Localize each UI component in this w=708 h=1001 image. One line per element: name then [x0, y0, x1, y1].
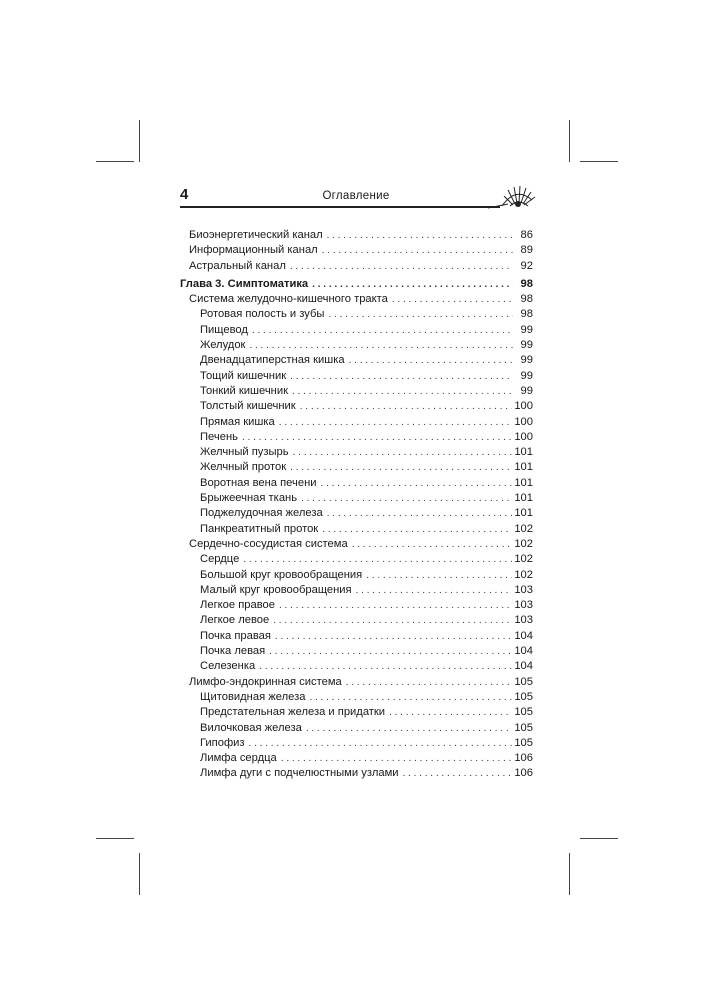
running-header — [180, 186, 532, 206]
toc-entry — [180, 307, 533, 322]
toc-entry — [180, 415, 533, 430]
toc-entry-title: Поджелудочная железа — [200, 507, 323, 520]
toc-entry-page: 102 — [514, 537, 533, 550]
toc-entry-page: 99 — [520, 384, 533, 397]
toc-entry — [180, 445, 533, 460]
toc-entry-title: Толстый кишечник — [200, 400, 296, 413]
dot-leader — [259, 659, 512, 674]
toc-entry — [180, 292, 533, 307]
dot-leader — [290, 369, 513, 384]
dot-leader — [366, 568, 512, 583]
toc-entry-title: Предстательная железа и придатки — [200, 706, 386, 719]
toc-entry — [180, 353, 533, 368]
toc-entry — [180, 323, 533, 338]
toc-entry-page: 101 — [514, 492, 533, 505]
toc-entry-title: Прямая кишка — [200, 415, 275, 428]
dot-leader — [269, 644, 512, 659]
toc-entry — [180, 690, 533, 705]
crop-mark-bottom-right-vertical — [569, 853, 570, 895]
dot-leader — [243, 552, 512, 567]
toc-entry — [180, 476, 533, 491]
crop-mark-bottom-left-horizontal — [96, 838, 134, 839]
dot-leader — [327, 506, 513, 521]
toc-entry-page: 92 — [520, 259, 533, 272]
toc-entry-title: Панкреатитный проток — [200, 522, 319, 535]
dot-leader — [292, 384, 513, 399]
toc-entry-title: Двенадцатиперстная кишка — [200, 354, 345, 367]
toc-entry-title: Воротная вена печени — [200, 476, 317, 489]
toc-entry-title: Малый круг кровообращения — [200, 583, 352, 596]
crop-mark-top-left-vertical — [139, 120, 140, 162]
dot-leader — [322, 243, 513, 258]
toc-entry — [180, 338, 533, 353]
dot-leader — [249, 338, 513, 353]
toc-entry-title: Желудок — [200, 339, 246, 352]
dot-leader — [389, 705, 512, 720]
toc-entry-page: 100 — [514, 400, 533, 413]
toc-entry-title: Легкое правое — [200, 599, 275, 612]
toc-entry-title: Желчный пузырь — [200, 446, 289, 459]
dot-leader — [356, 583, 513, 598]
toc-entry-title: Тонкий кишечник — [200, 384, 288, 397]
toc-entry-page: 98 — [520, 277, 533, 290]
toc-entry-page: 105 — [514, 706, 533, 719]
toc-entry — [180, 552, 533, 567]
table-of-contents — [180, 228, 533, 782]
toc-entry — [180, 460, 533, 475]
dot-leader — [281, 751, 513, 766]
toc-entry-title: Биоэнергетический канал — [189, 229, 323, 241]
dot-leader — [275, 629, 512, 644]
toc-entry-title: Пищевод — [200, 323, 248, 336]
toc-entry-page: 106 — [514, 752, 533, 765]
toc-entry-page: 100 — [514, 415, 533, 428]
toc-entry — [180, 675, 533, 690]
toc-entry-page: 101 — [514, 461, 533, 474]
toc-entry-title: Лимфо-эндокринная система — [189, 675, 342, 688]
toc-entry — [180, 583, 533, 598]
toc-entry — [180, 259, 533, 274]
dot-leader — [252, 323, 513, 338]
toc-entry-page: 105 — [514, 721, 533, 734]
flower-ornament-icon — [488, 182, 542, 214]
toc-entry-page: 102 — [514, 568, 533, 581]
toc-entry — [180, 384, 533, 399]
crop-mark-top-right-vertical — [569, 120, 570, 162]
toc-entry-title: Система желудочно-кишечного тракта — [189, 293, 388, 306]
dot-leader — [301, 491, 512, 506]
toc-entry-page: 102 — [514, 522, 533, 535]
toc-entry-page: 105 — [514, 675, 533, 688]
toc-entry — [180, 228, 533, 243]
dot-leader — [346, 675, 513, 690]
toc-entry-page: 104 — [514, 629, 533, 642]
page-number: 4 — [180, 186, 189, 203]
toc-entry-title: Селезенка — [200, 660, 256, 673]
toc-entry-page: 89 — [520, 244, 533, 257]
toc-entry-page: 99 — [520, 354, 533, 367]
crop-mark-top-right-horizontal — [580, 161, 618, 162]
toc-entry-title: Гипофиз — [200, 736, 245, 749]
dot-leader — [306, 721, 513, 736]
toc-entry — [180, 491, 533, 506]
toc-entry-page: 106 — [514, 767, 533, 780]
dot-leader — [349, 353, 513, 368]
toc-entry-title: Брыжеечная ткань — [200, 492, 298, 505]
toc-entry-page: 99 — [520, 339, 533, 352]
toc-entry — [180, 522, 533, 537]
toc-entry-page: 101 — [514, 476, 533, 489]
toc-entry-title: Лимфа сердца — [200, 752, 277, 765]
toc-entry-page: 99 — [520, 369, 533, 382]
dot-leader — [312, 277, 513, 292]
crop-mark-bottom-left-vertical — [139, 853, 140, 895]
toc-entry-page: 104 — [514, 645, 533, 658]
toc-entry-page: 103 — [514, 599, 533, 612]
toc-entry-title: Щитовидная железа — [200, 690, 306, 703]
toc-entry-page: 98 — [520, 293, 533, 306]
toc-entry-title: Почка правая — [200, 629, 271, 642]
toc-entry-title: Астральный канал — [189, 259, 286, 272]
toc-entry-page: 105 — [514, 690, 533, 703]
toc-entry — [180, 766, 533, 781]
dot-leader — [321, 476, 513, 491]
toc-entry-page: 86 — [520, 229, 533, 241]
toc-entry — [180, 613, 533, 628]
toc-entry-page: 101 — [514, 446, 533, 459]
toc-entry-title: Лимфа дуги с подчелюстными узлами — [200, 767, 399, 780]
toc-entry-title: Глава 3. Симптоматика — [180, 277, 309, 290]
toc-entry-page: 105 — [514, 736, 533, 749]
dot-leader — [279, 598, 512, 613]
toc-entry-title: Легкое левое — [200, 614, 270, 627]
toc-entry-title: Печень — [200, 430, 238, 443]
toc-entry-page: 99 — [520, 323, 533, 336]
dot-leader — [300, 399, 513, 414]
dot-leader — [392, 292, 513, 307]
toc-entry — [180, 598, 533, 613]
dot-leader — [293, 445, 513, 460]
toc-chapter-entry — [180, 277, 533, 292]
toc-entry — [180, 430, 533, 445]
dot-leader — [279, 415, 513, 430]
toc-entry — [180, 736, 533, 751]
dot-leader — [249, 736, 513, 751]
toc-entry-title: Почка левая — [200, 645, 266, 658]
toc-entry-title: Тощий кишечник — [200, 369, 287, 382]
toc-entry — [180, 721, 533, 736]
dot-leader — [352, 537, 513, 552]
toc-entry — [180, 751, 533, 766]
toc-entry — [180, 369, 533, 384]
toc-entry-title: Информационный канал — [189, 244, 318, 257]
dot-leader — [328, 307, 513, 322]
crop-mark-top-left-horizontal — [96, 161, 134, 162]
toc-entry — [180, 399, 533, 414]
toc-entry-title: Сердце — [200, 553, 240, 566]
dot-leader — [290, 460, 512, 475]
toc-entry — [180, 629, 533, 644]
toc-entry-page: 102 — [514, 553, 533, 566]
toc-entry — [180, 644, 533, 659]
toc-entry-page: 101 — [514, 507, 533, 520]
toc-entry — [180, 243, 533, 258]
dot-leader — [242, 430, 512, 445]
toc-entry-page: 98 — [520, 308, 533, 321]
header-rule — [180, 206, 500, 208]
toc-entry — [180, 659, 533, 674]
toc-entry-page: 104 — [514, 660, 533, 673]
toc-entry-title: Сердечно-сосудистая система — [189, 537, 348, 550]
crop-mark-bottom-right-horizontal — [580, 838, 618, 839]
toc-entry-title: Желчный проток — [200, 461, 287, 474]
toc-entry-page: 103 — [514, 614, 533, 627]
dot-leader — [327, 228, 513, 243]
toc-entry-page: 100 — [514, 430, 533, 443]
dot-leader — [273, 613, 512, 628]
toc-entry-title: Ротовая полость и зубы — [200, 308, 325, 321]
dot-leader — [403, 766, 513, 781]
toc-entry — [180, 568, 533, 583]
dot-leader — [290, 259, 513, 274]
toc-entry-page: 103 — [514, 583, 533, 596]
dot-leader — [322, 522, 512, 537]
toc-entry — [180, 537, 533, 552]
toc-entry — [180, 506, 533, 521]
toc-entry — [180, 705, 533, 720]
toc-entry-title: Вилочковая железа — [200, 721, 302, 734]
running-title: Оглавление — [322, 190, 390, 202]
dot-leader — [309, 690, 512, 705]
toc-entry-title: Большой круг кровообращения — [200, 568, 363, 581]
